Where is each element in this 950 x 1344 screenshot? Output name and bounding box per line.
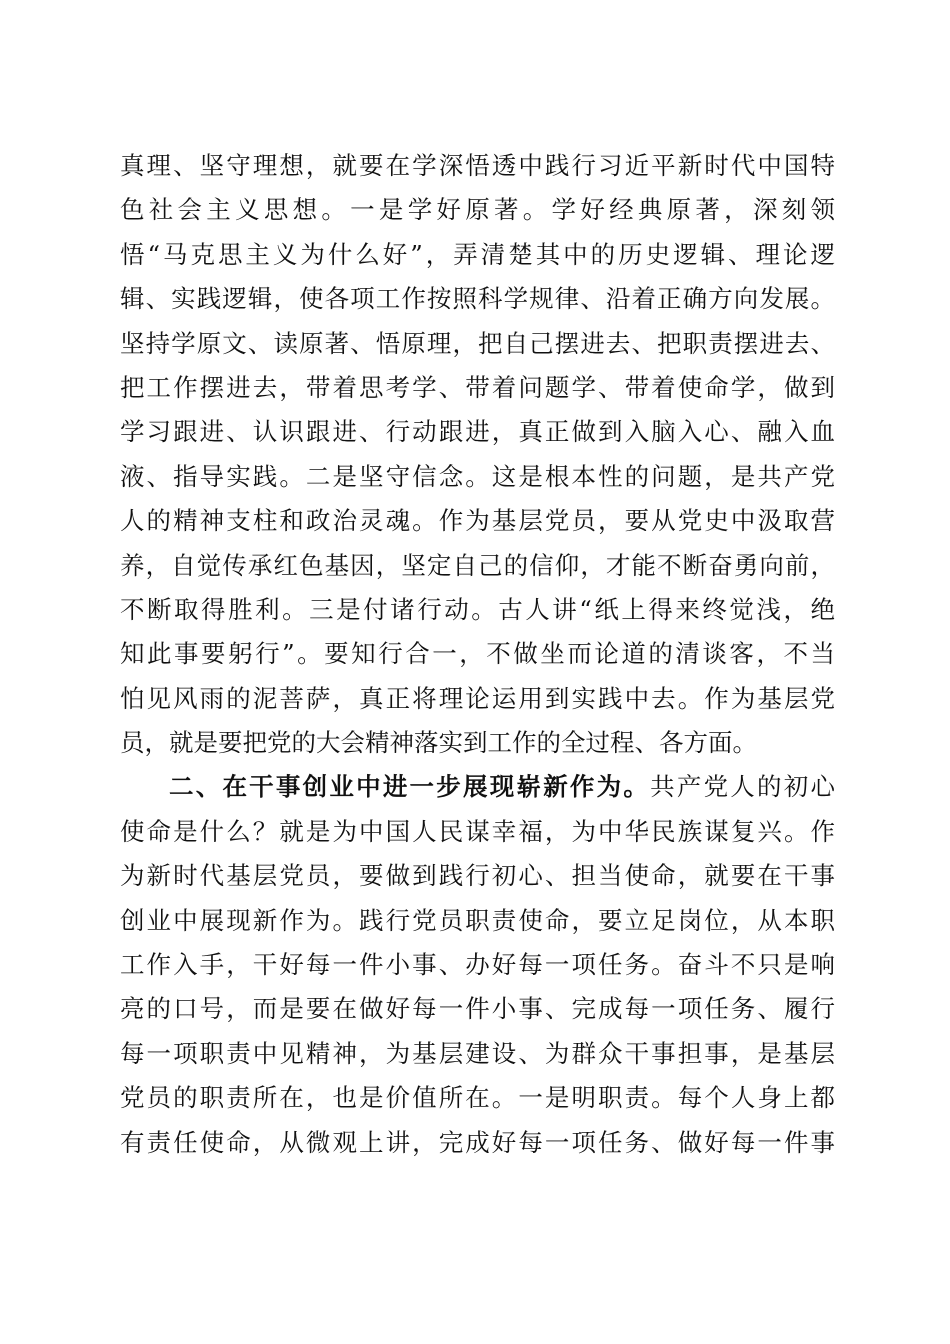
text-line: 液、指导实践。二是坚守信念。这是根本性的问题，是共产党 xyxy=(120,461,835,491)
text-line: 坚持学原文、读原著、悟原理，把自己摆进去、把职责摆进去、 xyxy=(120,328,835,358)
text-line: 把工作摆进去，带着思考学、带着问题学、带着使命学，做到 xyxy=(120,372,835,402)
text-line: 使命是什么？就是为中国人民谋幸福，为中华民族谋复兴。作 xyxy=(120,816,835,846)
text-line: 真理、坚守理想，就要在学深悟透中践行习近平新时代中国特 xyxy=(120,151,835,180)
text-line: 人的精神支柱和政治灵魂。作为基层党员，要从党史中汲取营 xyxy=(120,506,835,536)
text-line: 创业中展现新作为。践行党员职责使命，要立足岗位，从本职 xyxy=(120,905,835,935)
heading-line xyxy=(120,765,835,809)
text-line: 不断取得胜利。三是付诸行动。古人讲“纸上得来终觉浅，绝 xyxy=(120,594,835,624)
text-line: 养，自觉传承红色基因，坚定自己的信仰，才能不断奋勇向前， xyxy=(120,550,835,580)
text-line: 知此事要躬行”。要知行合一，不做坐而论道的清谈客，不当 xyxy=(120,639,835,669)
heading-line-text: 共产党人的初心 xyxy=(650,772,835,802)
text-line: 党员的职责所在，也是价值所在。一是明职责。每个人身上都 xyxy=(120,1083,835,1113)
text-line: 学习跟进、认识跟进、行动跟进，真正做到入脑入心、融入血 xyxy=(120,417,835,447)
text-line: 悟“马克思主义为什么好”，弄清楚其中的历史逻辑、理论逻 xyxy=(120,239,835,269)
text-line: 有责任使命，从微观上讲，完成好每一项任务、做好每一件事 xyxy=(120,1127,835,1157)
document-body xyxy=(120,144,835,1165)
text-line: 工作入手，干好每一件小事、办好每一项任务。奋斗不只是响 xyxy=(120,950,835,980)
paragraph-2 xyxy=(120,765,835,1165)
text-line: 员，就是要把党的大会精神落实到工作的全过程、各方面。 xyxy=(120,728,757,758)
text-line: 怕见风雨的泥菩萨，真正将理论运用到实践中去。作为基层党 xyxy=(120,683,835,713)
paragraph-1 xyxy=(120,144,835,765)
text-line: 亮的口号，而是要在做好每一件小事、完成每一项任务、履行 xyxy=(120,994,835,1024)
text-line: 色社会主义思想。一是学好原著。学好经典原著，深刻领 xyxy=(120,195,835,225)
text-line: 辑、实践逻辑，使各项工作按照科学规律、沿着正确方向发展。 xyxy=(120,284,835,314)
text-line: 每一项职责中见精神，为基层建设、为群众干事担事，是基层 xyxy=(120,1038,835,1068)
text-line: 为新时代基层党员，要做到践行初心、担当使命，就要在干事 xyxy=(120,861,835,891)
section-heading: 二、在干事创业中进一步展现崭新作为。 xyxy=(169,772,651,802)
